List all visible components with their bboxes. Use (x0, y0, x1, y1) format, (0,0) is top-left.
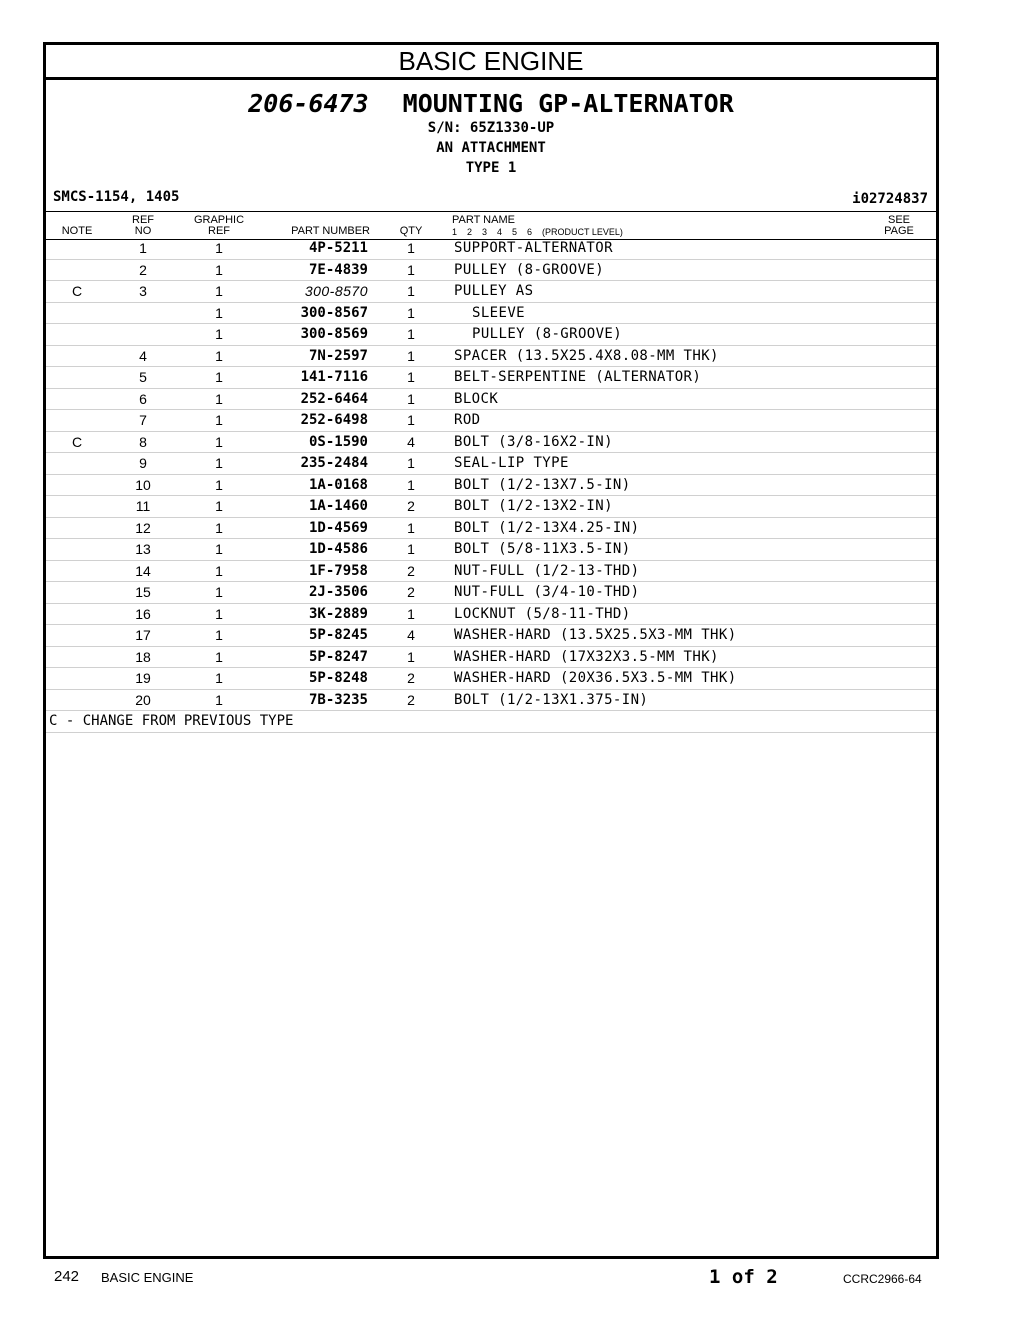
qty-cell: 1 (407, 369, 415, 385)
part-name-cell: PULLEY (8-GROOVE) (472, 326, 623, 342)
part-name-cell: WASHER-HARD (20X36.5X3.5-MM THK) (454, 670, 737, 686)
part-name-cell: BOLT (1/2-13X7.5-IN) (454, 476, 631, 493)
ref-no-cell: 19 (135, 670, 151, 686)
smcs-code: SMCS-1154, 1405 (53, 189, 180, 205)
footer-section: BASIC ENGINE (101, 1270, 194, 1285)
part-name-cell: BOLT (1/2-13X4.25-IN) (454, 519, 640, 536)
part-number-cell: 5P-8245 (308, 627, 368, 643)
col-see-page-line1: SEE (887, 214, 910, 226)
attachment-label: AN ATTACHMENT (436, 140, 546, 156)
part-name-cell: BOLT (3/8-16X2-IN) (454, 433, 613, 450)
graphic-ref-cell: 1 (215, 283, 223, 299)
qty-cell: 2 (407, 584, 415, 600)
table-row (46, 432, 936, 454)
qty-cell: 1 (407, 412, 415, 428)
table-row (46, 324, 936, 346)
table-row (46, 539, 936, 561)
ref-no-cell: 5 (139, 369, 147, 385)
qty-cell: 1 (407, 605, 415, 622)
table-row (46, 496, 936, 518)
graphic-ref-cell: 1 (215, 326, 223, 342)
part-number-cell: 3K-2889 (308, 605, 368, 622)
qty-cell: 1 (407, 476, 415, 493)
part-name-cell: BOLT (1/2-13X2-IN) (454, 498, 613, 514)
footer-doc-code: CCRC2966-64 (843, 1272, 922, 1286)
col-product-levels: 1 2 3 4 5 6 (PRODUCT LEVEL) (452, 227, 623, 237)
part-name-cell: PULLEY AS (454, 283, 534, 299)
part-name-cell: WASHER-HARD (17X32X3.5-MM THK) (454, 648, 719, 665)
part-number-cell: 1F-7958 (308, 562, 368, 579)
part-name-cell: SLEEVE (472, 304, 525, 321)
graphic-ref-cell: 1 (215, 240, 223, 256)
table-row (46, 668, 936, 690)
parts-page-frame (43, 42, 939, 1259)
note-cell: C (71, 433, 83, 450)
graphic-ref-cell: 1 (215, 562, 223, 579)
part-name-cell: LOCKNUT (5/8-11-THD) (454, 605, 631, 622)
graphic-ref-cell: 1 (215, 412, 223, 428)
ref-no-cell: 16 (135, 605, 151, 622)
qty-cell: 2 (407, 670, 415, 686)
ref-no-cell: 3 (139, 283, 147, 299)
type-label: TYPE 1 (465, 160, 517, 176)
qty-cell: 1 (407, 326, 415, 342)
ref-no-cell: 10 (135, 476, 151, 493)
part-name-cell: BELT-SERPENTINE (ALTERNATOR) (454, 369, 702, 385)
part-number-cell: 4P-5211 (308, 240, 368, 256)
part-name-cell: SUPPORT-ALTERNATOR (454, 240, 613, 256)
part-number-cell: 7E-4839 (308, 261, 368, 278)
table-row (46, 303, 936, 325)
part-name-cell: NUT-FULL (3/4-10-THD) (454, 584, 640, 600)
table-row (46, 518, 936, 540)
part-number-cell: 7N-2597 (308, 347, 368, 364)
part-name-cell: SPACER (13.5X25.4X8.08-MM THK) (454, 347, 719, 364)
ref-no-cell: 6 (139, 390, 147, 407)
qty-cell: 1 (407, 261, 415, 278)
ref-no-cell: 8 (139, 433, 147, 450)
ref-no-cell: 18 (135, 648, 151, 665)
table-row (46, 690, 936, 712)
table-row (46, 625, 936, 647)
qty-cell: 1 (407, 240, 415, 256)
graphic-ref-cell: 1 (215, 627, 223, 643)
part-number-cell: 1D-4586 (308, 541, 368, 557)
part-number-cell: 300-8569 (300, 326, 368, 342)
qty-cell: 4 (407, 433, 415, 450)
graphic-ref-cell: 1 (215, 455, 223, 471)
footer-page-of: 1 of 2 (709, 1266, 778, 1288)
group-title (46, 89, 936, 118)
col-note: NOTE (61, 225, 93, 237)
ref-no-cell: 1 (139, 240, 147, 256)
table-row (46, 453, 936, 475)
graphic-ref-cell: 1 (215, 648, 223, 665)
ref-no-cell: 13 (135, 541, 151, 557)
graphic-ref-cell: 1 (215, 390, 223, 407)
part-number-cell: 1A-1460 (308, 498, 368, 514)
part-number-cell: 300-8570 (304, 283, 368, 299)
table-row (46, 647, 936, 669)
graphic-ref-cell: 1 (215, 691, 223, 708)
section-title: BASIC ENGINE (46, 45, 936, 80)
part-number-cell: 0S-1590 (308, 433, 368, 450)
graphic-ref-cell: 1 (215, 670, 223, 686)
part-number-cell: 252-6464 (300, 390, 368, 407)
table-row (46, 604, 936, 626)
part-number-cell: 1D-4569 (308, 519, 368, 536)
table-row (46, 389, 936, 411)
ref-no-cell: 4 (139, 347, 147, 364)
parts-list (46, 238, 936, 733)
table-row (46, 346, 936, 368)
col-graphic-ref (189, 215, 249, 237)
ref-no-cell: 9 (139, 455, 147, 471)
qty-cell: 2 (407, 691, 415, 708)
ref-no-cell: 11 (135, 498, 151, 514)
footnote-text: C - CHANGE FROM PREVIOUS TYPE (49, 713, 294, 729)
col-ref-no-line2: NO (134, 225, 152, 237)
col-part-name: PART NAME (452, 214, 515, 226)
serial-range: S/N: 65Z1330-UP (427, 120, 555, 136)
table-row (46, 561, 936, 583)
graphic-ref-cell: 1 (215, 541, 223, 557)
part-number-cell: 5P-8247 (308, 648, 368, 665)
col-part-number: PART NUMBER (291, 225, 370, 237)
table-row (46, 475, 936, 497)
table-row (46, 238, 936, 260)
qty-cell: 2 (407, 562, 415, 579)
part-number-cell: 2J-3506 (308, 584, 368, 600)
graphic-ref-cell: 1 (215, 347, 223, 364)
graphic-ref-cell: 1 (215, 498, 223, 514)
graphic-ref-cell: 1 (215, 476, 223, 493)
qty-cell: 1 (407, 347, 415, 364)
col-ref-no (118, 215, 168, 237)
graphic-ref-cell: 1 (215, 369, 223, 385)
part-name-cell: SEAL-LIP TYPE (454, 455, 569, 471)
part-name-cell: BLOCK (454, 390, 499, 407)
table-row (46, 281, 936, 303)
col-ref-no-line1: REF (132, 214, 154, 226)
column-header (46, 211, 936, 240)
ref-no-cell: 15 (135, 584, 151, 600)
table-row (46, 410, 936, 432)
qty-cell: 4 (407, 627, 415, 643)
part-number-cell: 141-7116 (300, 369, 368, 385)
part-name-cell: PULLEY (8-GROOVE) (454, 261, 605, 278)
part-number-cell: 7B-3235 (308, 691, 368, 708)
footer-page-number: 242 (54, 1268, 80, 1285)
graphic-ref-cell: 1 (215, 584, 223, 600)
qty-cell: 1 (407, 541, 415, 557)
ref-no-cell: 17 (135, 627, 151, 643)
graphic-ref-cell: 1 (215, 433, 223, 450)
graphic-ref-cell: 1 (215, 605, 223, 622)
col-graphic-ref-line2: REF (208, 225, 230, 237)
part-name-cell: BOLT (5/8-11X3.5-IN) (454, 541, 631, 557)
table-row (46, 582, 936, 604)
ref-no-cell: 20 (135, 691, 151, 708)
qty-cell: 1 (407, 304, 415, 321)
part-name-cell: BOLT (1/2-13X1.375-IN) (454, 691, 649, 708)
part-number-cell: 235-2484 (300, 455, 368, 471)
col-see-page-line2: PAGE (884, 225, 914, 237)
illustration-id: i02724837 (852, 191, 928, 207)
graphic-ref-cell: 1 (215, 304, 223, 321)
ref-no-cell: 12 (135, 519, 151, 536)
table-row (46, 367, 936, 389)
qty-cell: 1 (407, 390, 415, 407)
part-name-cell: NUT-FULL (1/2-13-THD) (454, 562, 640, 579)
qty-cell: 1 (407, 648, 415, 665)
part-number-cell: 300-8567 (300, 304, 368, 321)
qty-cell: 1 (407, 283, 415, 299)
ref-no-cell: 7 (139, 412, 147, 428)
qty-cell: 1 (407, 519, 415, 536)
part-name-cell: ROD (454, 412, 481, 428)
qty-cell: 1 (407, 455, 415, 471)
qty-cell: 2 (407, 498, 415, 514)
ref-no-cell: 2 (139, 261, 147, 278)
part-number-cell: 252-6498 (300, 412, 368, 428)
col-graphic-ref-line1: GRAPHIC (193, 214, 245, 226)
table-row (46, 260, 936, 282)
col-see-page (874, 215, 924, 237)
graphic-ref-cell: 1 (215, 261, 223, 278)
part-number-cell: 5P-8248 (308, 670, 368, 686)
group-part-number: 206-6473 (248, 89, 369, 118)
footnote-row (46, 711, 936, 733)
part-number-cell: 1A-0168 (308, 476, 368, 493)
col-qty: QTY (399, 225, 423, 237)
part-name-cell: WASHER-HARD (13.5X25.5X3-MM THK) (454, 627, 737, 643)
graphic-ref-cell: 1 (215, 519, 223, 536)
ref-no-cell: 14 (135, 562, 151, 579)
note-cell: C (71, 283, 83, 299)
group-name: MOUNTING GP-ALTERNATOR (402, 89, 734, 118)
